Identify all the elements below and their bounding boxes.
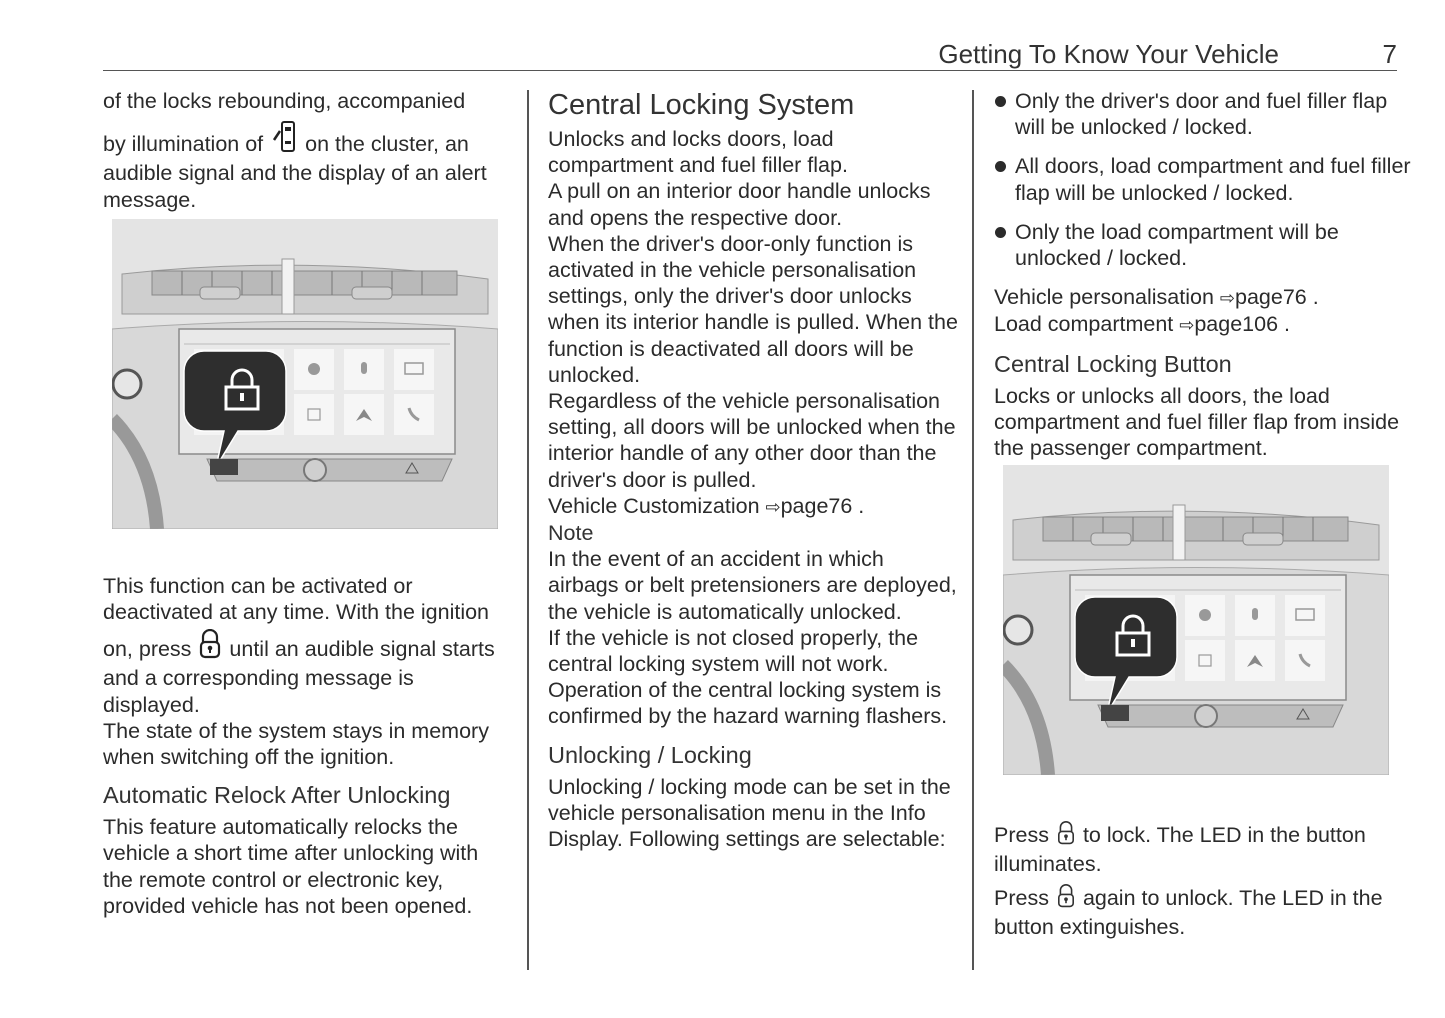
figure-central-locking-button bbox=[1003, 465, 1389, 775]
paragraph: A pull on an interior door handle unlocks and opens the respective door. bbox=[548, 179, 931, 230]
settings-list bbox=[994, 88, 1414, 271]
list-item: Only the driver's door and fuel filler flap will be unlocked / locked. bbox=[994, 88, 1414, 140]
paragraph bbox=[103, 629, 513, 718]
padlock-icon bbox=[1057, 821, 1075, 851]
paragraph: When the driver's door-only function is activated in the vehicle personalisation settings, only the driver's door unlocks when its interior handle is pulled. When the function is deactivated all doors will be unlocked. bbox=[548, 231, 958, 387]
xref-label: Vehicle Customization bbox=[548, 493, 766, 518]
note-text: In the event of an accident in which airbags or belt pretensioners are deployed, the vehicle is automatically unlocked. bbox=[548, 547, 957, 624]
heading-automatic-relock: Automatic Relock After Unlocking bbox=[103, 782, 451, 809]
paragraph: Unlocking / locking mode can be set in the vehicle personalisation menu in the Info Display. Following settings are selectable: bbox=[548, 774, 951, 852]
xref-label: Load compartment bbox=[994, 312, 1180, 337]
cross-reference[interactable] bbox=[548, 493, 958, 520]
paragraph bbox=[103, 120, 513, 213]
column-divider bbox=[972, 90, 974, 970]
padlock-icon bbox=[199, 629, 221, 665]
column-2 bbox=[548, 88, 958, 852]
arrow-right-icon: ⇨ bbox=[1179, 315, 1195, 336]
paragraph: Unlocks and locks doors, load compartment and fuel filler flap. bbox=[548, 127, 848, 178]
heading-unlocking-locking: Unlocking / Locking bbox=[548, 741, 752, 768]
heading-central-locking-button: Central Locking Button bbox=[994, 350, 1232, 377]
xref-label: Vehicle personalisation bbox=[994, 285, 1220, 310]
paragraph: Regardless of the vehicle personalisation setting, all doors will be unlocked when the interior handle of any other door than the driver's door is pulled. bbox=[548, 389, 956, 492]
list-item: All doors, load compartment and fuel filler flap will be unlocked / locked. bbox=[994, 153, 1414, 205]
padlock-icon bbox=[1057, 884, 1075, 914]
paragraph: of the locks rebounding, accompanied bbox=[103, 89, 466, 113]
paragraph bbox=[994, 821, 1414, 877]
paragraph: If the vehicle is not closed properly, the central locking system will not work. bbox=[548, 625, 919, 677]
figure-console-display bbox=[112, 219, 498, 529]
paragraph: This feature automatically relocks the vehicle a short time after unlocking with the remote control or electronic key, provided vehicle has not been opened. bbox=[103, 815, 479, 918]
paragraph: Operation of the central locking system is confirmed by the hazard warning flashers. bbox=[548, 678, 948, 729]
arrow-right-icon: ⇨ bbox=[1219, 288, 1235, 309]
door-open-warning-icon bbox=[271, 120, 297, 160]
page-header bbox=[103, 38, 1397, 71]
paragraph: Locks or unlocks all doors, the load compartment and fuel filler flap from inside the passenger compartment. bbox=[994, 383, 1400, 461]
note-label: Note bbox=[548, 521, 594, 546]
page-number: 7 bbox=[1382, 39, 1397, 69]
column-1 bbox=[103, 88, 513, 919]
column-3 bbox=[994, 88, 1414, 940]
text: by illumination of bbox=[103, 132, 264, 157]
text: on the cluster, an audible signal and the display of an alert message. bbox=[103, 132, 487, 212]
running-header-title: Getting To Know Your Vehicle bbox=[938, 39, 1279, 69]
xref-page-link[interactable]: page106 . bbox=[1194, 312, 1290, 337]
text: Press bbox=[994, 885, 1049, 910]
cross-reference[interactable] bbox=[994, 284, 1414, 311]
list-item: Only the load compartment will be unlocked / locked. bbox=[994, 219, 1414, 271]
arrow-right-icon: ⇨ bbox=[765, 496, 781, 517]
text: to lock. The LED in the button illuminates. bbox=[994, 823, 1366, 877]
text: Press bbox=[994, 823, 1049, 848]
text: until an audible signal starts and a corresponding message is displayed. bbox=[103, 637, 495, 717]
section-title: Central Locking System bbox=[548, 89, 855, 121]
xref-page-link[interactable]: page76 . bbox=[1235, 285, 1319, 310]
paragraph bbox=[994, 884, 1414, 940]
text: again to unlock. The LED in the button extinguishes. bbox=[994, 885, 1383, 939]
paragraph: This function can be activated or deactivated at any time. With the ignition bbox=[103, 573, 490, 625]
column-divider bbox=[527, 90, 529, 970]
paragraph: The state of the system stays in memory when switching off the ignition. bbox=[103, 718, 489, 770]
text: on, press bbox=[103, 637, 192, 662]
cross-reference[interactable] bbox=[994, 311, 1414, 338]
xref-page-link[interactable]: page76 . bbox=[780, 493, 865, 518]
